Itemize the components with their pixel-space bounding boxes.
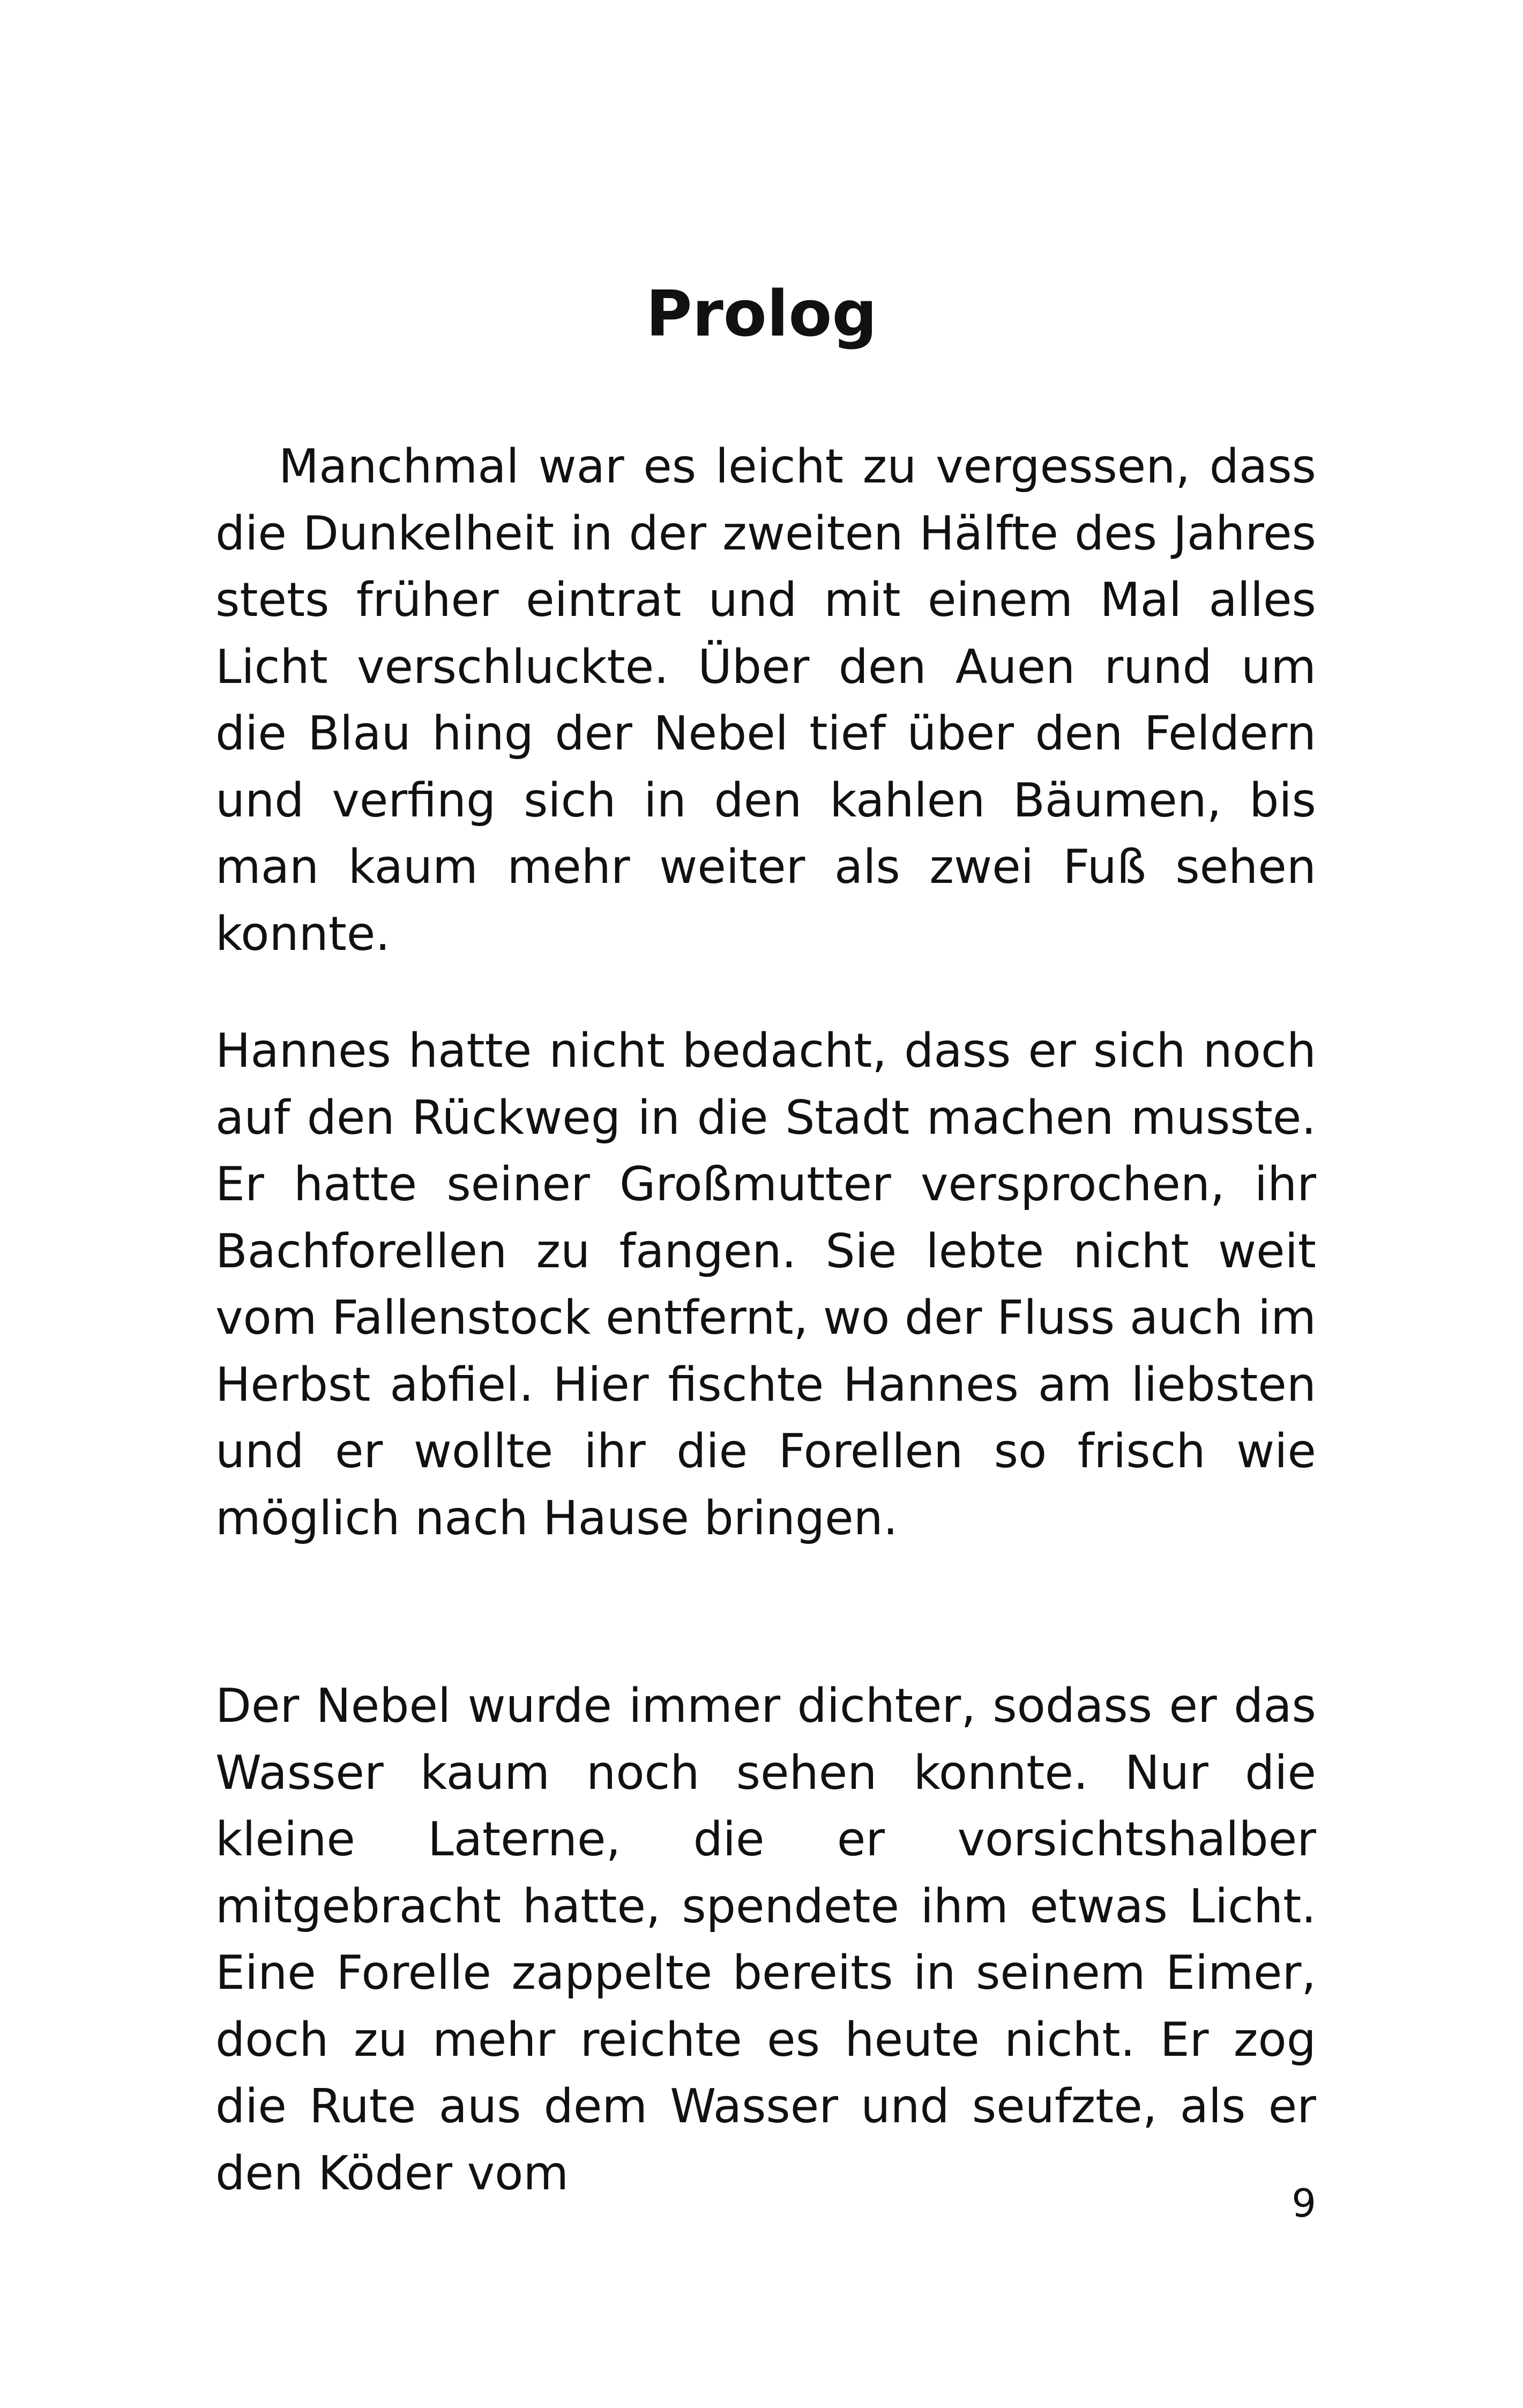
chapter-title: Prolog — [646, 277, 877, 351]
paragraph-1: Manchmal war es leicht zu vergessen, dass die Dunkelheit in der zweiten Hälfte des Jahres stets früher eintrat und mit einem Mal alles Licht verschluckte. Über den Auen rund um die Blau hing der Nebel tief über den Feldern und verfing sich in den kahlen Bäumen, bis man kaum mehr weiter als zwei Fuß sehen konnte. — [215, 439, 1316, 961]
paragraph-2: Hannes hatte nicht bedacht, dass er sich noch auf den Rückweg in die Stadt machen musste. Er hatte seiner Großmutter versprochen, ihr Bachforellen zu fangen. Sie lebte nicht weit vom Fallenstock entfernt, wo der Fluss auch im Herbst abfiel. Hier fischte Hannes am liebsten und er wollte ihr die Forellen so frisch wie möglich nach Hause bringen. — [215, 1023, 1316, 1545]
page-number: 9 — [1291, 2181, 1316, 2226]
paragraph-3: Der Nebel wurde immer dichter, sodass er das Wasser kaum noch sehen konnte. Nur die kleine Laterne, die er vorsichtshalber mitgebracht hatte, spendete ihm etwas Licht. Eine Forelle zappelte bereits in seinem Eimer, doch zu mehr reichte es heute nicht. Er zog die Rute aus dem Wasser und seufzte, als er den Köder vom — [215, 1678, 1316, 2201]
